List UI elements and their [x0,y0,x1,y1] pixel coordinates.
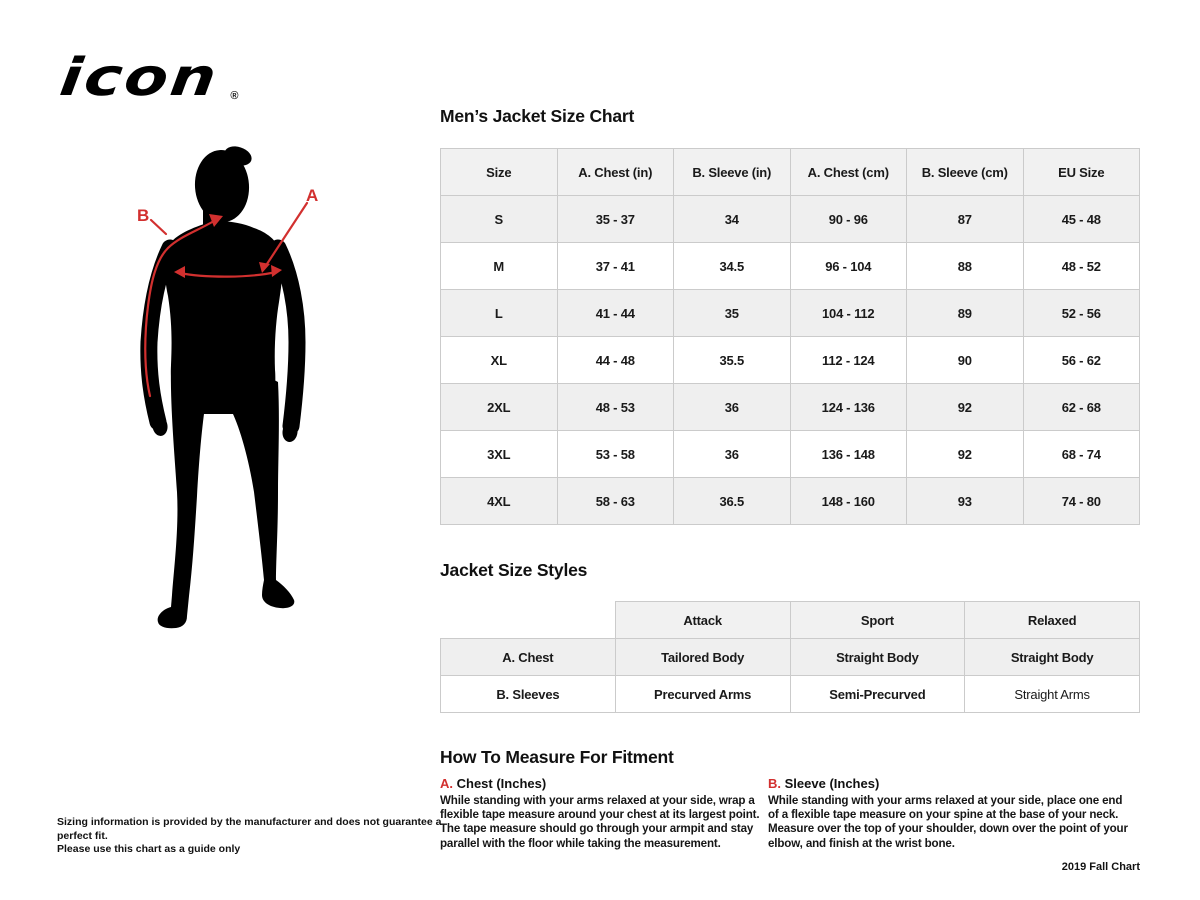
value-cell: 89 [907,290,1024,337]
value-cell: 62 - 68 [1023,384,1140,431]
measure-chest-body: While standing with your arms relaxed at your side, wrap a flexible tape measure around your chest at its largest point. The tape measure should go through your armpit and stay parallel with the floor while taking the measurement. [440,794,760,850]
value-cell: 35 - 37 [557,196,674,243]
value-cell: 136 - 148 [790,431,907,478]
how-to-measure-title: How To Measure For Fitment [440,747,674,767]
value-cell: Tailored Body [615,639,790,676]
column-header: A. Chest (in) [557,149,674,196]
value-cell: 41 - 44 [557,290,674,337]
table-row [441,676,1140,713]
value-cell: 92 [907,431,1024,478]
value-cell: Straight Body [965,639,1140,676]
value-cell: Straight Body [790,639,965,676]
table-row [441,243,1140,290]
column-header: B. Sleeve (in) [674,149,791,196]
value-cell: 90 [907,337,1024,384]
brand-logo-text: icon [56,48,223,108]
value-cell: 87 [907,196,1024,243]
measure-sleeve-body: While standing with your arms relaxed at your side, place one end of a flexible tape measure on your spine at the base of your neck. Measure over the top of your shoulder, down over the point of your elbow, and finish at the wrist bone. [768,794,1128,850]
brand-logo [56,48,239,108]
row-label-cell: 4XL [441,478,558,525]
body-silhouette [149,143,299,628]
sleeve-pointer-line [151,220,166,234]
value-cell: 35 [674,290,791,337]
table-row [441,384,1140,431]
registered-trademark-symbol: ® [230,90,239,102]
size-styles-table [440,601,1140,713]
column-header: Attack [615,602,790,639]
value-cell: 48 - 52 [1023,243,1140,290]
size-chart-title: Men’s Jacket Size Chart [440,106,635,126]
value-cell: Precurved Arms [615,676,790,713]
value-cell: 112 - 124 [790,337,907,384]
value-cell: 36 [674,384,791,431]
value-cell: 52 - 56 [1023,290,1140,337]
value-cell: 44 - 48 [557,337,674,384]
table-row [441,478,1140,525]
table-row [441,431,1140,478]
body-silhouette-svg [110,130,390,660]
measure-sleeve-heading-text: Sleeve (Inches) [784,776,880,791]
chart-version: 2019 Fall Chart [1061,861,1140,873]
sleeve-label-b: B [137,206,150,225]
column-header: EU Size [1023,149,1140,196]
measure-sleeve-label: B. [768,776,781,791]
value-cell: 36 [674,431,791,478]
value-cell: 74 - 80 [1023,478,1140,525]
row-label-cell: 2XL [441,384,558,431]
value-cell: 35.5 [674,337,791,384]
header-row [441,602,1140,639]
value-cell: 93 [907,478,1024,525]
value-cell: 34.5 [674,243,791,290]
row-label-cell: 3XL [441,431,558,478]
value-cell: Semi-Precurved [790,676,965,713]
sizing-disclaimer-line1: Sizing information is provided by the manufacturer and does not guarantee a perfect fit. [57,816,442,842]
column-header: Sport [790,602,965,639]
value-cell: 56 - 62 [1023,337,1140,384]
measurement-figure [110,130,390,660]
value-cell: 124 - 136 [790,384,907,431]
row-label-cell: L [441,290,558,337]
value-cell: 88 [907,243,1024,290]
column-header: A. Chest (cm) [790,149,907,196]
value-cell: 53 - 58 [557,431,674,478]
value-cell: 37 - 41 [557,243,674,290]
row-label-cell: XL [441,337,558,384]
column-header: B. Sleeve (cm) [907,149,1024,196]
table-row [441,337,1140,384]
column-header: Relaxed [965,602,1140,639]
value-cell: 148 - 160 [790,478,907,525]
size-styles-title: Jacket Size Styles [440,560,588,580]
measure-sleeve-heading [768,776,1133,791]
header-row [441,149,1140,196]
value-cell: 92 [907,384,1024,431]
measure-section-chest [440,776,770,851]
table-row [441,196,1140,243]
chest-label-a: A [306,186,319,205]
value-cell: 104 - 112 [790,290,907,337]
table-row [441,639,1140,676]
row-label-cell: S [441,196,558,243]
value-cell: 58 - 63 [557,478,674,525]
blank-header-cell [441,602,616,639]
sizing-disclaimer-line2: Please use this chart as a guide only [57,843,241,855]
measure-section-sleeve [768,776,1133,851]
sizing-disclaimer [57,816,447,857]
value-cell: 96 - 104 [790,243,907,290]
size-chart-table [440,148,1140,525]
row-label-cell: A. Chest [441,639,616,676]
row-label-cell: B. Sleeves [441,676,616,713]
value-cell: 68 - 74 [1023,431,1140,478]
measure-chest-label: A. [440,776,453,791]
value-cell: 45 - 48 [1023,196,1140,243]
table-row [441,290,1140,337]
value-cell: 48 - 53 [557,384,674,431]
value-cell: 90 - 96 [790,196,907,243]
value-cell: 34 [674,196,791,243]
measure-chest-heading [440,776,770,791]
row-label-cell: M [441,243,558,290]
measure-chest-heading-text: Chest (Inches) [456,776,547,791]
column-header: Size [441,149,558,196]
value-cell: 36.5 [674,478,791,525]
value-cell: Straight Arms [965,676,1140,713]
